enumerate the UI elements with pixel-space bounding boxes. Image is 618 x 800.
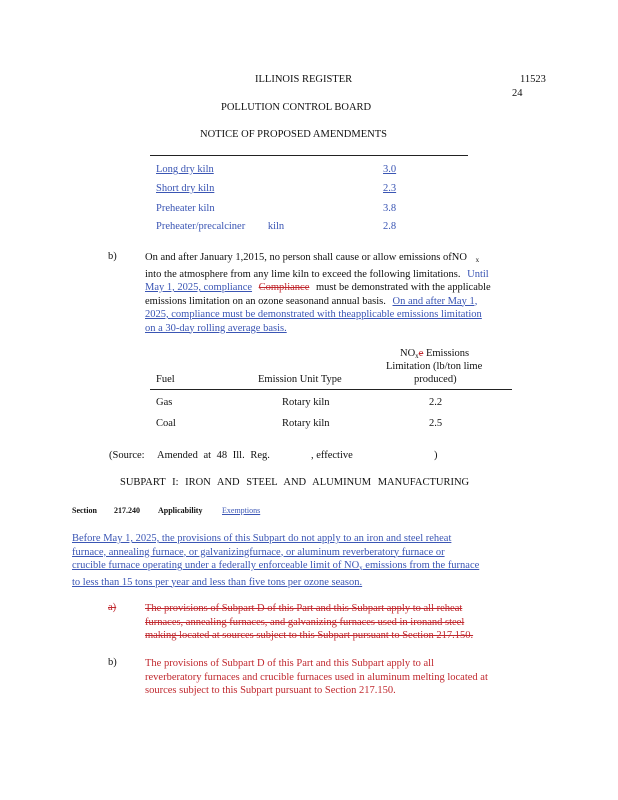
para-b-new-text: May 1, 2025, compliance xyxy=(145,282,253,293)
para-b-deleted-text: Compliance xyxy=(258,282,310,293)
fuel-row-unit: Rotary kiln xyxy=(282,397,330,408)
kiln-row-label: Preheater kiln xyxy=(156,203,215,214)
para-a-line: making located at sources subject to this Subpart pursuant to Section 217.150. xyxy=(145,630,474,641)
exemption-text: emissions from the furnace xyxy=(362,560,480,571)
exemption-line xyxy=(72,559,540,576)
fuel-row-fuel: Coal xyxy=(156,418,176,429)
para-b2-line: The provisions of Subpart D of this Part and this Subpart apply to all xyxy=(145,658,435,669)
fuel-row-limit: 2.2 xyxy=(429,397,443,408)
page-number: 11523 xyxy=(520,74,546,85)
para-b-line xyxy=(145,295,535,309)
fuel-table-header-unit: Emission Unit Type xyxy=(258,374,342,385)
para-b-text: into the atmosphere from any lime kiln to exceed the following limitations. xyxy=(145,268,461,280)
kiln-row-value: 2.8 xyxy=(383,221,397,232)
exemption-line: furnace, annealing furnace, or galvanizingfurnace, or aluminum reverberatory furnace or xyxy=(72,546,445,558)
para-b xyxy=(145,251,535,335)
para-b2-line: sources subject to this Subpart pursuant to Section 217.150. xyxy=(145,685,396,696)
para-b-text: emissions limitation on an ozone seasonand annual basis. xyxy=(145,295,386,307)
para-b-text: must be demonstrated with the applicable xyxy=(316,282,491,293)
para-a-marker: a) xyxy=(108,602,117,613)
exemption-text: crucible furnace operating under a federally enforceable limit of NO xyxy=(72,560,360,571)
para-a-line: furnaces, annealing furnaces, and galvanizing furnaces used in ironand steel xyxy=(145,616,465,628)
source-amended: Amended at 48 Ill. Reg. xyxy=(157,450,270,461)
fuel-row-fuel: Gas xyxy=(156,397,173,408)
page-sub-number: 24 xyxy=(512,88,523,99)
source-close: ) xyxy=(434,450,438,461)
notice-title: NOTICE OF PROPOSED AMENDMENTS xyxy=(200,129,387,140)
fuel-row-unit: Rotary kiln xyxy=(282,418,330,429)
para-b-line xyxy=(145,251,535,268)
emissions-label: Emissions xyxy=(423,348,470,359)
para-b-line xyxy=(145,281,535,295)
exemption-line: to less than 15 tons per year and less than five tons per ozone season. xyxy=(72,576,363,588)
subpart-title: SUBPART I: IRON AND STEEL AND ALUMINUM MANUFACTURING xyxy=(120,477,470,488)
section-title-old: Applicability xyxy=(158,506,203,515)
kiln-row-value: 3.8 xyxy=(383,203,397,214)
source-label: (Source: xyxy=(109,450,145,461)
kiln-row-label: Preheater/precalciner kiln xyxy=(156,221,285,232)
para-b-new-text: 2025, compliance must be demonstrated with theapplicable emissions limitation xyxy=(145,309,482,320)
kiln-row-value: 2.3 xyxy=(383,183,397,194)
fuel-table-rule xyxy=(150,389,512,390)
para-b-new-text: On and after May 1, xyxy=(392,295,478,307)
fuel-table-header-limit-2: Limitation (lb/ton lime xyxy=(386,361,483,372)
deleted-text: e xyxy=(418,348,424,359)
para-b2-line: reverberatory furnaces and crucible furnaces used in aluminum melting located at xyxy=(145,671,488,683)
para-b-line xyxy=(145,268,535,282)
nox-label: NO xyxy=(400,348,416,359)
section-label: Section xyxy=(72,506,97,515)
source-effective: , effective xyxy=(311,450,353,461)
section-title-new: Exemptions xyxy=(222,506,261,515)
fuel-table-header-limit xyxy=(400,348,469,360)
section-number: 217.240 xyxy=(114,506,140,515)
fuel-table-header-fuel: Fuel xyxy=(156,374,175,385)
kiln-row-value: 3.0 xyxy=(383,164,397,175)
fuel-row-limit: 2.5 xyxy=(429,418,443,429)
kiln-row-label: Long dry kiln xyxy=(156,164,214,175)
nox-sub: x xyxy=(359,564,363,572)
exemption-paragraph xyxy=(72,532,540,589)
board-title: POLLUTION CONTROL BOARD xyxy=(221,102,372,113)
para-a-line: The provisions of Subpart D of this Part and this Subpart apply to all reheat xyxy=(145,603,463,614)
para-b-new-text: Until xyxy=(467,268,489,280)
nox-sub: x xyxy=(415,352,419,360)
para-b-text: On and after January 1,2015, no person shall cause or allow emissions ofNO xyxy=(145,252,467,263)
para-a xyxy=(145,602,540,643)
register-title: ILLINOIS REGISTER xyxy=(255,74,353,85)
fuel-table-header-limit-3: produced) xyxy=(414,374,457,385)
para-b-sub: x xyxy=(475,256,480,264)
para-b2 xyxy=(145,657,540,698)
exemption-line: Before May 1, 2025, the provisions of this Subpart do not apply to an iron and steel reheat xyxy=(72,533,452,544)
para-b2-marker: b) xyxy=(108,657,117,668)
header-rule xyxy=(150,155,468,156)
kiln-row-label: Short dry kiln xyxy=(156,183,215,194)
para-b-marker: b) xyxy=(108,251,117,262)
para-b-new-text: on a 30-day rolling average basis. xyxy=(145,322,287,334)
